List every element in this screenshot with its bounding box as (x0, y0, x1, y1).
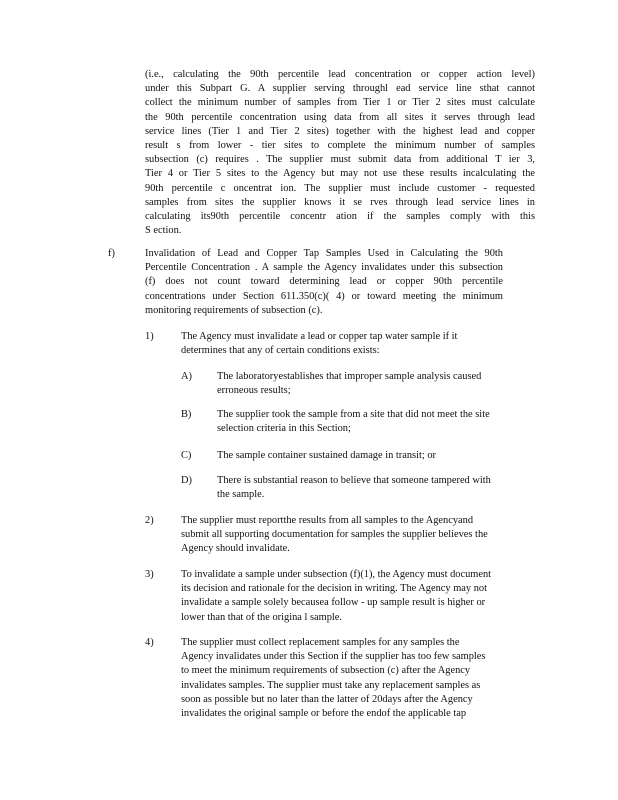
text-line: to meet the minimum requirements of subsection (c) after the Agency (181, 665, 471, 677)
item-3-text (181, 568, 536, 625)
text-line: Tier 4 or Tier 5 sites to the Agency but may not use these results incalculating the (145, 168, 535, 180)
text-line: subsection (c) requires . The supplier must submit data from additional T ier 3, (145, 154, 535, 166)
text-line: samples from sites the supplier knows it se rves through lead service lines in (145, 196, 535, 208)
text-line: invalidates the original sample or before the endof the applicable tap (181, 708, 467, 720)
text-line: calculating its90th percentile concentr ation if the samples comply with this (145, 211, 535, 223)
item-b-text (217, 408, 537, 436)
text-line: soon as possible but no later than the latter of 20days after the Agency (181, 693, 473, 705)
subsection-f-text (145, 247, 503, 318)
text-line: There is substantial reason to believe that someone tampered with (217, 475, 491, 486)
text-line: The supplier took the sample from a site that did not meet the site (217, 409, 490, 420)
text-line: To invalidate a sample under subsection (f)(1), the Agency must document (181, 569, 492, 580)
text-line: monitoring requirements of subsection (c). (145, 304, 323, 316)
item-a-text (217, 370, 527, 398)
text-line: lower than that of the origina l sample. (181, 611, 343, 623)
text-line: under this Subpart G. A supplier serving throughl ead service line sthat cannot (145, 83, 535, 95)
text-line: its decision and rationale for the decision in writing. The Agency may not (181, 583, 487, 595)
item-2-label: 2) (145, 515, 154, 526)
item-2-text (181, 514, 536, 557)
text-line: service lines (Tier 1 and Tier 2 sites) together with the highest lead and copper (145, 125, 535, 137)
text-line: 90th percentile c oncentrat ion. The supplier must include customer - requested (145, 182, 535, 194)
text-line: The Agency must invalidate a lead or copper tap water sample if it (181, 331, 458, 342)
text-line: The laboratoryestablishes that improper sample analysis caused (217, 371, 482, 382)
text-line: The supplier must reportthe results from all samples to the Agencyand (181, 515, 474, 526)
item-3-label: 3) (145, 569, 154, 580)
text-line: result s from lower - tier sites to complete the minimum number of samples (145, 140, 535, 152)
text-line: erroneous results; (217, 385, 291, 397)
text-line: S ection. (145, 225, 182, 237)
text-line: The sample container sustained damage in transit; or (217, 450, 436, 461)
intro-paragraph (145, 68, 535, 238)
item-d-label: D) (181, 475, 192, 486)
text-line: The supplier must collect replacement samples for any samples the (181, 637, 460, 648)
item-a-label: A) (181, 371, 192, 382)
text-line: Invalidation of Lead and Copper Tap Samples Used in Calculating the 90th (145, 248, 503, 259)
text-line: the 90th percentile concentration using data from all sites it serves through lead (145, 111, 535, 123)
item-4-text (181, 636, 536, 721)
text-line: collect the minimum number of samples from Tier 1 or Tier 2 sites must calculate (145, 97, 535, 109)
text-line: Percentile Concentration . A sample the Agency invalidates under this subsection (145, 262, 503, 274)
item-d-text (217, 474, 535, 502)
text-line: Agency invalidates under this Section if the supplier has too few samples (181, 651, 486, 663)
subsection-f-label: f) (108, 248, 115, 259)
item-4-label: 4) (145, 637, 154, 648)
item-1-label: 1) (145, 331, 154, 342)
text-line: (i.e., calculating the 90th percentile lead concentration or copper action level) (145, 69, 535, 80)
item-c-text (217, 449, 517, 463)
text-line: invalidates samples. The supplier must take any replacement samples as (181, 679, 481, 691)
text-line: selection criteria in this Section; (217, 423, 351, 435)
text-line: concentrations under Section 611.350(c)( 4) or toward meeting the minimum (145, 290, 503, 302)
item-b-label: B) (181, 409, 192, 420)
text-line: submit all supporting documentation for samples the supplier believes the (181, 529, 488, 541)
item-1-text (181, 330, 511, 358)
text-line: invalidate a sample solely becausea follow - up sample result is higher or (181, 597, 486, 609)
text-line: (f) does not count toward determining lead or copper 90th percentile (145, 276, 503, 288)
item-c-label: C) (181, 450, 192, 461)
text-line: determines that any of certain conditions exists: (181, 345, 380, 357)
text-line: the sample. (217, 489, 265, 501)
text-line: Agency should invalidate. (181, 543, 290, 555)
